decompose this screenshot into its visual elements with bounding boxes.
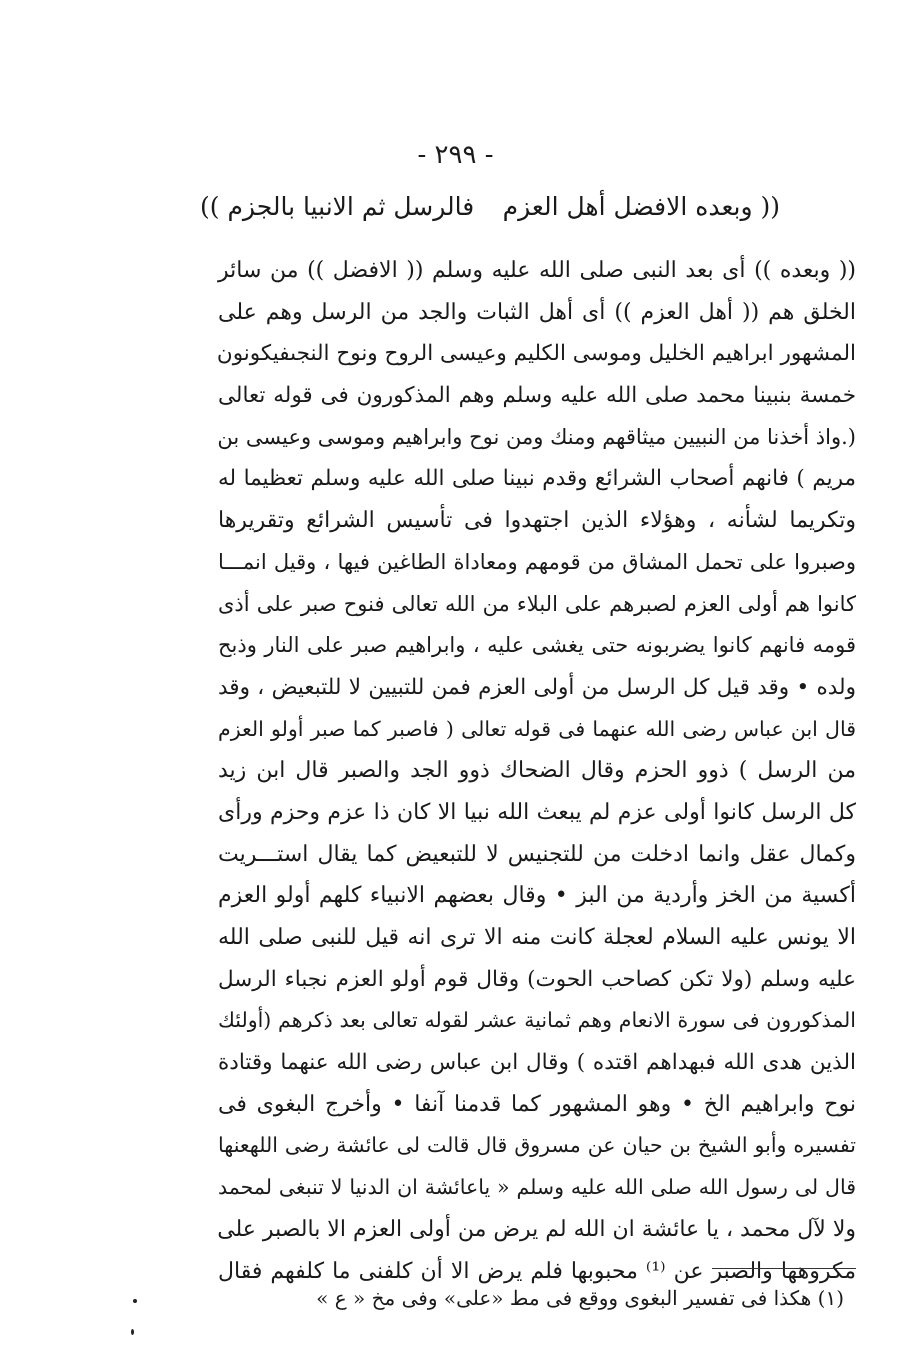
text-line: قومه فانهم كانوا يضربونه حتى يغشى عليه ، وابراهيم صبر على النار وذبح	[218, 633, 856, 658]
text-line: أكسية من الخز وأردية من البز • وقال بعضهم الانبياء كلهم أولو العزم	[218, 883, 856, 909]
text-line: عليه وسلم (ولا تكن كصاحب الحوت) وقال قوم أولو العزم نجباء الرسل	[218, 966, 856, 992]
text-line: ولده • وقد قيل كل الرسل من أولى العزم فمن للتبيين لا للتبعيض ، وقد	[218, 674, 856, 700]
text-line: كل الرسل كانوا أولى عزم لم يبعث الله نبيا الا كان ذا عزم وحزم ورأى	[218, 799, 856, 825]
text-line: (( وبعده )) أى بعد النبى صلى الله عليه وسلم (( الافضل )) من سائر	[218, 258, 856, 283]
verse-second-hemistich: فالرسل ثم الانبيا بالجزم ))	[200, 192, 475, 221]
text-line: قال لى رسول الله صلى الله عليه وسلم « ياعائشة ان الدنيا لا تنبغى لمحمد	[218, 1175, 856, 1200]
footnote-divider	[712, 1268, 856, 1269]
text-line: الذين هدى الله فبهداهم اقتده ) وقال ابن عباس رضى الله عنهما وقتادة	[218, 1050, 856, 1076]
text-line: من الرسل ) ذوو الحزم وقال الضحاك ذوو الجد والصبر قال ابن زيد	[218, 758, 856, 784]
scan-speck	[133, 1299, 137, 1303]
text-line: المشهور ابراهيم الخليل وموسى الكليم وعيسى الروح ونوح النجىفيكونون	[216, 341, 856, 367]
text-line: (.واذ أخذنا من النبيين ميثاقهم ومنك ومن نوح وابراهيم وموسى وعيسى بن	[217, 424, 856, 449]
verse-first-hemistich: (( وبعده الافضل أهل العزم	[502, 192, 780, 221]
text-line: وتكريما لشأنه ، وهؤلاء الذين اجتهدوا فى تأسيس الشرائع وتقريرها	[218, 508, 856, 534]
text-line: الا يونس عليه السلام لعجلة كانت منه الا ترى انه قيل للنبى صلى الله	[218, 925, 856, 950]
text-line: تفسيره وأبو الشيخ بن حيان عن مسروق قال قالت لى عائشة رضى اللهعنها	[218, 1133, 856, 1158]
text-line: خمسة بنبينا محمد صلى الله عليه وسلم وهم المذكورون فى قوله تعالى	[218, 383, 856, 409]
text-line: قال ابن عباس رضى الله عنهما فى قوله تعالى ( فاصبر كما صبر أولو العزم	[218, 716, 856, 741]
text-line: وكمال عقل وانما ادخلت من للتجنيس لا للتبعيض كما يقال استـــريت	[218, 841, 856, 867]
text-line: وصبروا على تحمل المشاق من قومهم ومعاداة الطاغين فيها ، وقيل انمـــا	[218, 549, 856, 574]
verse-heading	[200, 192, 780, 221]
scan-speck	[131, 1329, 134, 1335]
text-line: نوح وابراهيم الخ • وهو المشهور كما قدمنا آنفا • وأخرج البغوى فى	[218, 1091, 856, 1117]
text-line: الخلق هم (( أهل العزم )) أى أهل الثبات والجد من الرسل وهم على	[218, 299, 856, 325]
text-line: المذكورون فى سورة الانعام وهم ثمانية عشر لقوله تعالى بعد ذكرهم (أولئك	[218, 1008, 856, 1033]
text-line: ولا لآل محمد ، يا عائشة ان الله لم يرض من أولى العزم الا بالصبر على	[217, 1216, 856, 1242]
text-line: مكروهها والصبر عن ⁽¹⁾ محبوبها فلم يرض الا أن كلفنى ما كلفهم فقال	[218, 1258, 856, 1284]
text-line: مريم ) فانهم أصحاب الشرائع وقدم نبينا صلى الله عليه وسلم تعظيما له	[218, 466, 856, 492]
page-number: - ٢٩٩ -	[417, 140, 494, 170]
text-line: كانوا هم أولى العزم لصبرهم على البلاء من الله تعالى فنوح صبر على أذى	[218, 591, 856, 616]
footnote: (١) هكذا فى تفسير البغوى ووقع فى مط «على» وفى مخ « ع »	[316, 1286, 844, 1310]
commentary-body	[218, 250, 856, 1292]
